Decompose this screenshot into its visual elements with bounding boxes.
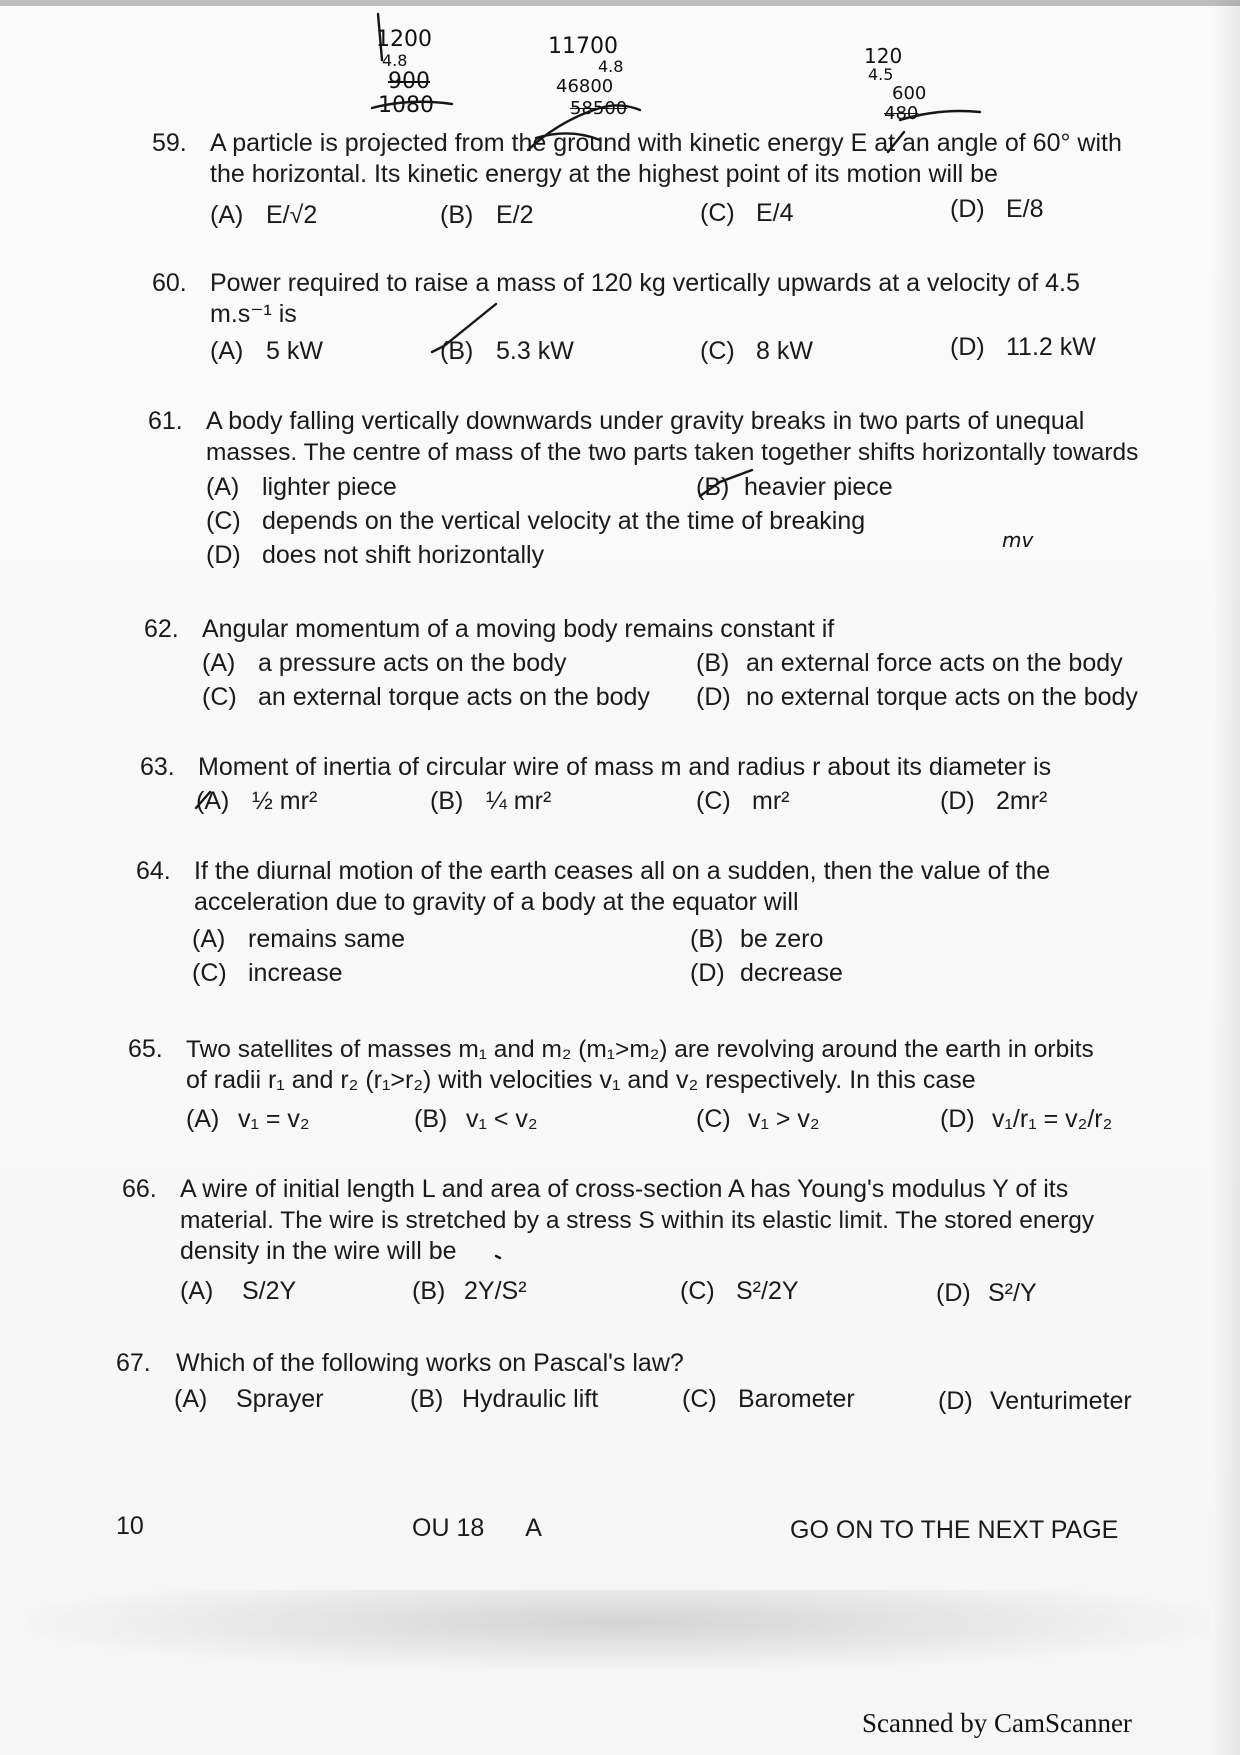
option-63-a[interactable]: (A) ½ mr² (196, 787, 318, 815)
option-63-c[interactable]: (C) mr² (696, 787, 790, 815)
option-62-a[interactable]: (A) a pressure acts on the body (202, 649, 567, 677)
option-63-b[interactable]: (B) ¼ mr² (430, 787, 552, 815)
option-65-c[interactable]: (C) v₁ > v₂ (696, 1105, 820, 1133)
option-60-d[interactable]: (D) 11.2 kW (950, 333, 1096, 361)
question-text-line: Which of the following works on Pascal's law? (176, 1349, 684, 1377)
question-text-line: the horizontal. Its kinetic energy at the highest point of its motion will be (210, 160, 998, 188)
option-60-c[interactable]: (C) 8 kW (700, 337, 813, 365)
option-65-d[interactable]: (D) v₁/r₁ = v₂/r₂ (940, 1105, 1113, 1133)
option-64-c[interactable]: (C) increase (192, 959, 343, 987)
next-page-notice: GO ON TO THE NEXT PAGE (790, 1516, 1119, 1544)
scan-bottom-smudge (30, 1590, 1210, 1670)
page-number: 10 (116, 1512, 144, 1540)
handwritten-calc-c: 120 4.5 600 480 (864, 44, 927, 124)
question-number: 61. (148, 407, 183, 435)
option-62-b[interactable]: (B) an external force acts on the body (696, 649, 1123, 677)
question-text-line: density in the wire will be (180, 1237, 457, 1265)
question-number: 64. (136, 857, 171, 885)
option-61-c[interactable]: (C) depends on the vertical velocity at the time of breaking (206, 507, 866, 535)
option-67-d[interactable]: (D) Venturimeter (938, 1387, 1132, 1415)
option-59-d[interactable]: (D) E/8 (950, 195, 1044, 223)
scan-right-shadow (1212, 0, 1240, 1755)
question-text-line: A wire of initial length L and area of cross-section A has Young's modulus Y of its (180, 1175, 1069, 1203)
question-number: 65. (128, 1035, 163, 1063)
question-text-line: Angular momentum of a moving body remains constant if (202, 615, 835, 643)
question-text-line: A body falling vertically downwards under gravity breaks in two parts of unequal (206, 407, 1085, 435)
handwritten-mv: mv (1002, 528, 1034, 552)
option-66-b[interactable]: (B) 2Y/S² (412, 1277, 527, 1305)
question-text-line: Power required to raise a mass of 120 kg vertically upwards at a velocity of 4.5 (210, 269, 1080, 297)
exam-code (412, 1514, 542, 1543)
option-66-a[interactable]: (A) S/2Y (180, 1277, 297, 1305)
option-65-a[interactable]: (A) v₁ = v₂ (186, 1105, 310, 1133)
exam-code-suffix: A (525, 1514, 542, 1542)
option-59-b[interactable]: (B) E/2 (440, 201, 534, 229)
option-66-d[interactable]: (D) S²/Y (936, 1279, 1037, 1307)
scan-top-edge (0, 0, 1240, 6)
question-number: 67. (116, 1349, 151, 1377)
exam-code-main: OU 18 (412, 1514, 485, 1542)
handwritten-calc-b: 11700 4.8 46800 58500 (548, 34, 628, 119)
camscanner-watermark: Scanned by CamScanner (862, 1708, 1132, 1738)
question-number: 63. (140, 753, 175, 781)
question-number: 66. (122, 1175, 157, 1203)
option-65-b[interactable]: (B) v₁ < v₂ (414, 1105, 538, 1133)
question-text-line: of radii r₁ and r₂ (r₁>r₂) with velocities v₁ and v₂ respectively. In this case (186, 1066, 976, 1094)
option-67-c[interactable]: (C) Barometer (682, 1385, 855, 1413)
question-text-line: If the diurnal motion of the earth ceases all on a sudden, then the value of the (194, 857, 1051, 885)
question-text-line: A particle is projected from the ground with kinetic energy E at an angle of 60° with (210, 129, 1122, 157)
handwritten-calc-a: 1200 4.8 900 1080 (376, 27, 434, 118)
option-59-a[interactable]: (A) E/√2 (210, 201, 318, 229)
option-66-c[interactable]: (C) S²/2Y (680, 1277, 799, 1305)
question-number: 60. (152, 269, 187, 297)
question-text-line: material. The wire is stretched by a stress S within its elastic limit. The stored energy (180, 1207, 1095, 1234)
option-64-b[interactable]: (B) be zero (690, 925, 824, 953)
question-text-line: acceleration due to gravity of a body at the equator will (194, 888, 799, 916)
option-61-b[interactable]: (B) heavier piece (696, 473, 893, 501)
question-text-line: Moment of inertia of circular wire of mass m and radius r about its diameter is (198, 753, 1052, 781)
option-67-a[interactable]: (A) Sprayer (174, 1385, 324, 1413)
option-62-d[interactable]: (D) no external torque acts on the body (696, 683, 1138, 711)
question-number: 62. (144, 615, 179, 643)
option-64-d[interactable]: (D) decrease (690, 959, 843, 987)
option-59-c[interactable]: (C) E/4 (700, 199, 794, 227)
option-67-b[interactable]: (B) Hydraulic lift (410, 1385, 599, 1413)
option-64-a[interactable]: (A) remains same (192, 925, 405, 953)
option-63-d[interactable]: (D) 2mr² (940, 787, 1048, 815)
option-60-b[interactable]: (B) 5.3 kW (440, 337, 574, 365)
option-61-a[interactable]: (A) lighter piece (206, 473, 397, 501)
option-62-c[interactable]: (C) an external torque acts on the body (202, 683, 650, 711)
question-text-line: m.s⁻¹ is (210, 300, 297, 328)
option-61-d[interactable]: (D) does not shift horizontally (206, 541, 545, 569)
option-60-a[interactable]: (A) 5 kW (210, 337, 323, 365)
question-number: 59. (152, 129, 187, 157)
question-text-line: masses. The centre of mass of the two parts taken together shifts horizontally towards (206, 439, 1139, 466)
question-text-line: Two satellites of masses m₁ and m₂ (m₁>m₂) are revolving around the earth in orbits (186, 1036, 1094, 1063)
